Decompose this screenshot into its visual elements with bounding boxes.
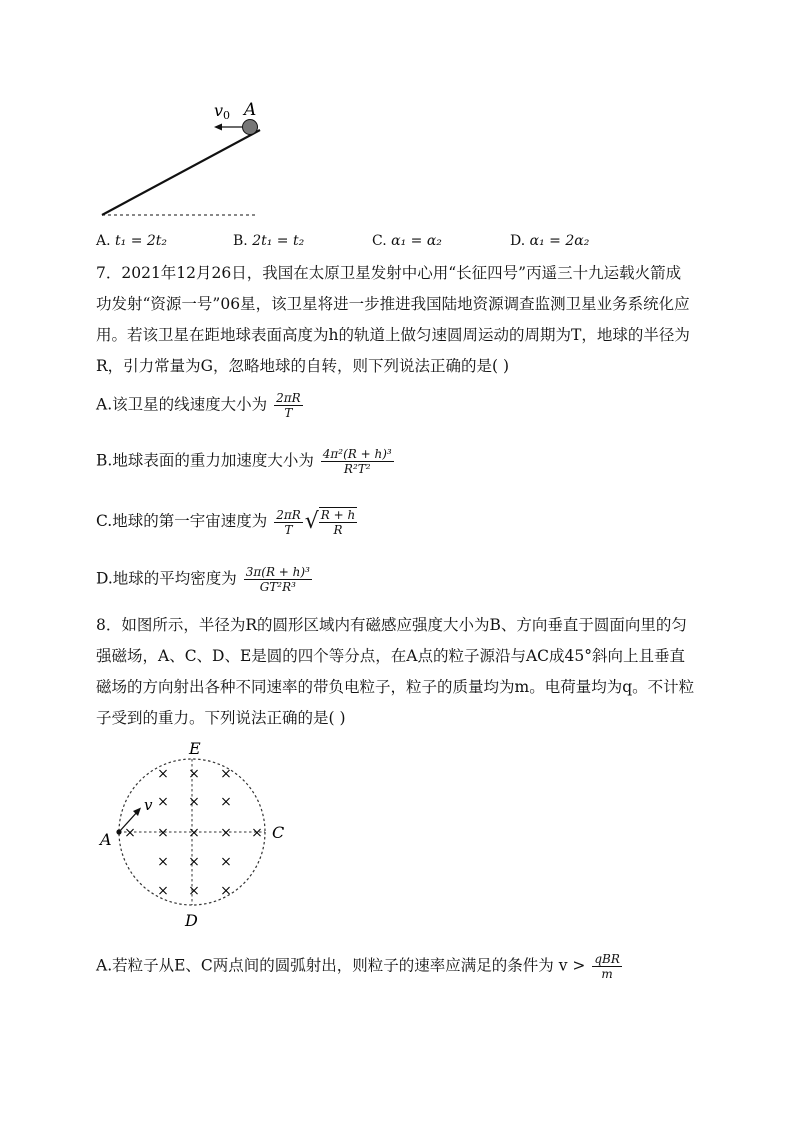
label-a: A	[100, 830, 112, 849]
cross: ×	[157, 854, 169, 870]
q7-option-a: A.该卫星的线速度大小为 $\frac{2\pi R}{T}$	[96, 391, 301, 420]
cross: ×	[188, 766, 200, 782]
cross: ×	[220, 854, 232, 870]
q7-stem: 7．2021年12月26日，我国在太原卫星发射中心用“长征四号”丙遥三十九运载火箭成功发射“资源一号”06星，该卫星将进一步推进我国陆地资源调查监测卫星业务系统化应用。若该卫星在距地球表面高度为h的轨道上做匀速圆周运动的周期为T，地球的半径为R，引力常量为G，忽略地球的自转，则下列说法正确的是( )	[96, 264, 690, 375]
q8-a-fraction: $\frac{\text{qBR}}{m}$	[594, 952, 620, 981]
q7-b-fraction: $\frac{\text{4π²(R + h)³}}{\text{R²T²}}$	[322, 447, 392, 476]
q8-option-a: A.若粒子从E、C两点间的圆弧射出，则粒子的速率应满足的条件为 v > $\frac{\text{qBR}}{m}$	[96, 952, 620, 981]
cross: ×	[220, 825, 232, 841]
cross: ×	[157, 883, 169, 899]
cross: ×	[157, 825, 169, 841]
cross: ×	[157, 766, 169, 782]
cross: ×	[188, 794, 200, 810]
cross: ×	[220, 883, 232, 899]
magnetic-field-figure	[92, 735, 302, 935]
cross: ×	[220, 794, 232, 810]
label-d: D	[185, 911, 198, 930]
point-a-label: A	[244, 100, 257, 120]
q7-a-fraction: $\frac{2\pi R}{T}$	[276, 391, 301, 420]
q6-option-d: D. α₁ = 2α₂	[510, 233, 590, 249]
label-e: E	[189, 739, 201, 758]
velocity-label: v0	[214, 101, 231, 122]
cross: ×	[188, 854, 200, 870]
cross: ×	[188, 883, 200, 899]
q7-option-b: B.地球表面的重力加速度大小为 $\frac{\text{4π²(R + h)³}}{\text{R²T²}}$	[96, 447, 392, 476]
q7-option-d: D.地球的平均密度为 $\frac{\text{3π(R + h)³}}{\text{GT²R³}}$	[96, 565, 310, 594]
q6-option-a: A. t₁ = 2t₂	[96, 233, 168, 249]
q8-stem: 8．如图所示，半径为R的圆形区域内有磁感应强度大小为B、方向垂直于圆面向里的匀强磁场，A、C、D、E是圆的四个等分点，在A点的粒子源沿与AC成45°斜向上且垂直磁场的方向射出各种不同速率的带负电粒子，粒子的质量均为m。电荷量均为q。不计粒子受到的重力。下列说法正确的是( )	[96, 616, 695, 727]
q7-c-radicand: $\frac{R + h}{R}$	[320, 508, 356, 537]
q7-option-c: C.地球的第一宇宙速度为 $\frac{2\pi R}{T}$ √ $\frac{R + h}{R}$	[96, 507, 356, 537]
sqrt-symbol: √	[304, 509, 319, 534]
q6-option-c: C. α₁ = α₂	[372, 233, 442, 249]
cross: ×	[251, 825, 263, 841]
cross: ×	[157, 794, 169, 810]
q7-d-fraction: $\frac{\text{3π(R + h)³}}{\text{GT²R³}}$	[245, 565, 310, 594]
q7-c-fraction: $\frac{2\pi R}{T}$	[276, 507, 301, 537]
cross: ×	[124, 825, 136, 841]
q6-option-b: B. 2t₁ = t₂	[233, 233, 305, 249]
label-v: v	[144, 796, 153, 814]
incline-figure	[90, 95, 290, 225]
label-c: C	[272, 823, 285, 842]
cross: ×	[188, 825, 200, 841]
cross: ×	[220, 766, 232, 782]
